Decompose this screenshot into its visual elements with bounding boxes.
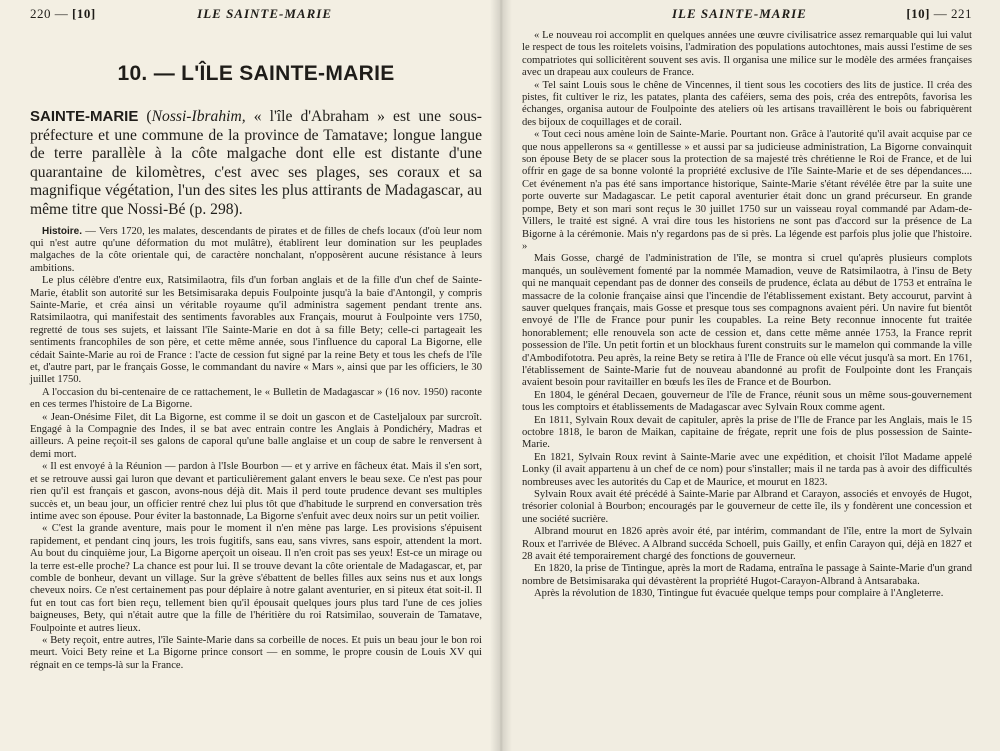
lead-paragraph: SAINTE-MARIE (Nossi-Ibrahim, « l'île d'Abraham » est une sous-préfecture et une commune de la province de Tamatave; longue langue de terre parallèle à la côte malgache dont elle est distante d'une quarantaine de kilomètres, c'est avec ses plages, ses coraux et sa magnifique végétation, l'un des sites les plus attirants de Madagascar, au même titre que Nossi-Bé (p. 298). xyxy=(30,108,482,218)
left-page-number-group: 220 — [10] xyxy=(30,6,96,21)
paragraph: Le plus célèbre d'entre eux, Ratsimilaotra, fils d'un forban anglais et de la fille d'un chef de Sainte-Marie, établit son autorité sur les Betsimisaraka depuis Foulpointe jusqu'à la baie d'Antongil, y compris Sainte-Marie, et créa ainsi un véritable royaume qu'il administra sagement pendant trente ans. Ratsimilaotra, qui manifestait des sentiments favorables aux Français, mourut à Foulpointe vers 1750, regretté de tous ses sujets, et laissant l'île Sainte-Marie en dot à sa fille Bety; celle-ci partageait les sentiments francophiles de son père, et cette même année, sous l'influence du caporal La Bigorne, elle cédait Sainte-Marie au roi de France : l'acte de cession fut signé par la reine Bety et tous les chefs de l'île et, d'autre part, par le français Gosse, le commandant du navire « Mars », ainsi que par les officiers, le 30 juillet 1750. xyxy=(30,275,482,386)
paragraph: Mais Gosse, chargé de l'administration de l'île, se montra si cruel qu'après plusieurs complots manqués, un soulèvement fomenté par la nommée Mamadion, veuve de Ratsimilaotra, à l'insu de Bety qui ne manquait cependant pas de donner des conseils de prudence, éclata au début de 1753 et entraîna le massacre de la colonie française ainsi que l'incendie de l'établissement existant. Bety accourut, parvint à sauver quelques français, mais Gosse et presque tous ses compagnons avaient péri. Un navire fut bientôt envoyé de l'Ile de France pour punir les coupables. La reine Bety reconnue innocente fut traitée honorablement; elle renouvela son acte de cession et, dans cette même année 1753, la France reprit possession de l'île. Un petit fortin et un blockhaus furent construits sur le mamelon qui commande la ville d'Ambodifototra. Peu après, la reine Bety se retira à l'Ile de France où elle vécut jusqu'à sa mort. En 1761, l'établissement de Sainte-Marie fut de nouveau abandonné au profit de Foulpointe dont les Français avaient besoin pour ravitailler en bœufs les îles de France et de Bourbon. xyxy=(522,253,972,389)
left-body-text xyxy=(30,226,482,673)
paragraph: Sylvain Roux avait été précédé à Sainte-Marie par Albrand et Carayon, associés et envoyés de Hugot, trésorier colonial à Bourbon; encouragés par le gouverneur de cette île, ils y fondèrent une concession et une société sucrière. xyxy=(522,489,972,525)
paragraph: — Vers 1720, les malates, descendants de pirates et de filles de chefs locaux (d'où leur nom qui n'est autre qu'une déformation du mot mulâtre), établirent leur domination sur les peuplades malgaches de la côte orientale qui, de caractère nonchalant, n'opposèrent aucune résistance à leurs ambitions. xyxy=(30,225,482,274)
paragraph: « Jean-Onésime Filet, dit La Bigorne, est comme il se doit un gascon et de Casteljaloux par surcroît. Engagé à la Compagnie des Indes, il se bat avec entrain contre les Anglais à Pondichéry, Madras et ailleurs. A peine reçoit-il ses galons de caporal qu'une balle anglaise et un coup de sabre le renversent à demi mort. xyxy=(30,411,482,460)
paragraph: En 1820, la prise de Tintingue, après la mort de Radama, entraîna le passage à Sainte-Marie d'un grand nombre de Betsimisaraka qui dévastèrent la propriété Hugot-Carayon-Albrand à Antsarabaka. xyxy=(522,563,972,587)
paragraph: « Tout ceci nous amène loin de Sainte-Marie. Pourtant non. Grâce à l'autorité qu'il avait acquise par ce que nous appellerons sa « gentillesse » et aussi par sa judicieuse administration, La Bigorne convainquit son épouse Bety de se placer sous la protection de sa majesté très chrétienne le Roi de France, et de lui offrir en gage de sa bonne volonté la propriété exclusive de l'île Sainte-Marie et de ses dépendances.... Cet événement n'a pas été sans importance historique, Sainte-Marie s'étant révélée être par la suite une porte ouverte sur Madagascar. Le petit caporal aventurier était donc un grand précurseur. En grande pompe, Bety et son mari sont reçus le 30 juillet 1750 sur un vaisseau royal commandé par Adam-de-Villers, le traité est signé. A vrai dire tous les historiens ne sont pas d'accord sur la présence de La Bigorne à la cérémonie. Mais n'y regardons pas de si près. La légende est parfois plus jolie que l'histoire. » xyxy=(522,129,972,252)
paragraph: « Il est envoyé à la Réunion — pardon à l'Isle Bourbon — et y arrive en fâcheux état. Mais il s'en sort, et se retrouve aussi gai luron que devant et particulièrement galant envers le beau sexe. Ce n'est pas pour rien qu'il est français et gascon, avons-nous déjà dit. Mais il perd toute prudence devant ses multiples succès et, un beau jour, un officier rentré chez lui plus tôt que d'habitude le surprend en conversation très intime avec son épouse. Pour éviter la bastonnade, La Bigorne s'enfuit avec deux noirs sur un petit voilier. xyxy=(30,461,482,522)
lead-alt-name: Nossi-Ibrahim, xyxy=(151,108,246,125)
book-gutter xyxy=(490,0,512,751)
paragraph: En 1811, Sylvain Roux devait de capituler, après la prise de l'Ile de France par les Anglais, mais le 15 octobre 1818, le baron de Maikan, capitaine de frégate, reprit une fois de plus possession de Sainte-Marie. xyxy=(522,414,972,451)
right-body-text xyxy=(522,30,972,601)
paragraph: Albrand mourut en 1826 après avoir été, par intérim, commandant de l'île, entre la mort de Sylvain Roux et l'arrivée de Blévec. A Albrand succéda Schoell, puis Gailly, et enfin Carayon qui, déjà en 1827 et 28 avait été temporairement chargé des fonctions de gouverneur. xyxy=(522,526,972,563)
right-page-number-group: [10] — 221 xyxy=(906,6,972,21)
right-page-number: 221 xyxy=(951,6,972,21)
history-label: Histoire. xyxy=(42,225,83,237)
left-running-title: ILE SAINTE-MARIE xyxy=(197,6,332,21)
lead-keyword: SAINTE-MARIE xyxy=(30,108,139,125)
right-running-title: ILE SAINTE-MARIE xyxy=(672,6,807,21)
history-paragraph xyxy=(30,226,482,276)
right-page xyxy=(500,0,1000,751)
paragraph: A l'occasion du bi-centenaire de ce rattachement, le « Bulletin de Madagascar » (16 nov. 1950) raconte en ces termes l'histoire de La Bigorne. xyxy=(30,386,482,411)
paragraph: En 1821, Sylvain Roux revint à Sainte-Marie avec une expédition, et choisit l'îlot Madame appelé Lonky (il avait appartenu à un chef de ce nom) pour s'installer; mais il ne tarda pas à avoir des difficultés nombreuses avec les autorités du Cap et de Maurice, et mourut en 1823. xyxy=(522,451,972,488)
right-chapter-ref: [10] xyxy=(906,6,930,21)
paragraph: En 1804, le général Decaen, gouverneur de l'île de France, réunit sous un même sous-gouvernement tous les comptoirs et établissements de Madagascar avec Sylvain Roux comme agent. xyxy=(522,389,972,414)
left-page-number: 220 xyxy=(30,6,51,21)
paragraph: « Bety reçoit, entre autres, l'île Sainte-Marie dans sa corbeille de noces. Et puis un beau jour le bon roi meurt. Voici Bety reine et La Bigorne prince consort — en somme, le propre cousin de Louis XV qui régnait en ce temps-là sur la France. xyxy=(30,634,482,671)
right-running-head xyxy=(522,6,972,24)
lead-text: « l'île d'Abraham » est une sous-préfecture et une commune de la province de Tamatave; longue langue de terre parallèle à la côte malgache dont elle est distante d'une quarantaine de kilomètres, c'est avec ses plages, ses coraux et sa magnifique végétation, l'un des sites les plus attirants de Madagascar, au même titre que Nossi-Bé (p. 298). xyxy=(30,108,482,218)
paragraph: « Le nouveau roi accomplit en quelques années une œuvre civilisatrice assez remarquable qui lui valut le respect de tous les roitelets voisins, l'admiration des populations autochtones, mais aussi l'estime de ses compatriotes qui sollicitèrent souvent ses avis. Il organisa une milice sur le modèle des armées françaises avec un drapeau aux couleurs de France. xyxy=(522,30,972,79)
paragraph: « C'est la grande aventure, mais pour le moment il n'en mène pas large. Les provisions s'épuisent rapidement, et pendant cinq jours, les trois fugitifs, sans eau, sans vivres, sans espoir, attendent la mort. Au bout du cinquième jour, La Bigorne aperçoit un oiseau. Il n'en croit pas ses yeux! Est-ce un mirage ou la terre est-elle proche? La chance est pour lui. Il se trouve devant la côte orientale de Madagascar, et, par comble de bonheur, devant un village. Sur la grève s'ébattent de belles filles aux seins nus et aux longs cheveux noirs. Ce n'est certainement pas pour déplaire à notre galant aventurier, en si piteux état soit-il. Il fut en tout cas fort bien reçu, tellement bien qu'il épousait quelques jours plus tard l'une de ces jolies baigneuses, Bety, qui n'était autre que la fille de l'héritière du roi Ratsimilao, souverain de Tamatave, Foulpointe et autres lieux. xyxy=(30,523,482,634)
paragraph: « Tel saint Louis sous le chêne de Vincennes, il tient sous les cocotiers des lits de justice. Il créa des pistes, fit cultiver le riz, les patates, planta des caféiers, sema des pois, créa des entrepôts, favorisa les échanges, organisa autour de Foulpointe des ateliers où les artisans travaillèrent le bois ou fabriquèrent des bijoux de coquillages et de corail. xyxy=(522,79,972,128)
left-chapter-ref: [10] xyxy=(72,6,96,21)
left-running-head xyxy=(30,6,482,24)
chapter-title: 10. — L'ÎLE SAINTE-MARIE xyxy=(117,62,395,85)
paragraph: Après la révolution de 1830, Tintingue fut évacuée quelque temps pour complaire à l'Angleterre. xyxy=(534,588,944,600)
